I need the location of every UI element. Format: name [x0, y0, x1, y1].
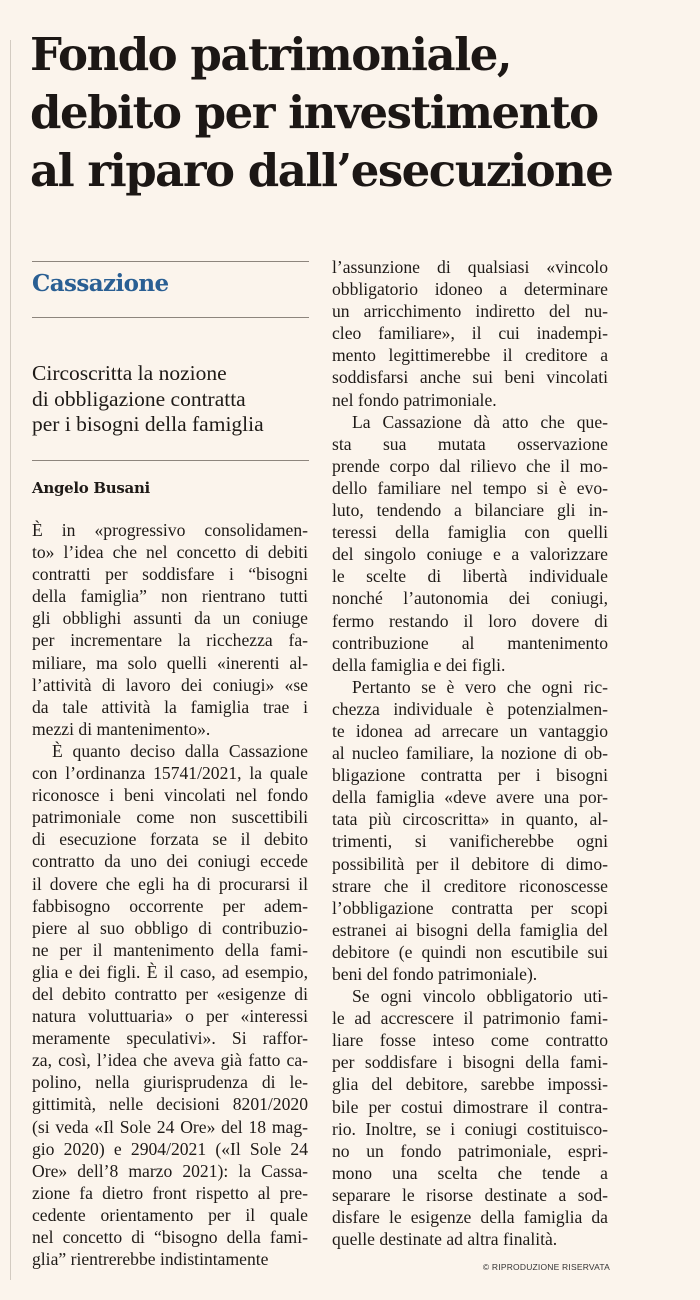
headline-line: debito per investimento: [30, 86, 598, 139]
subtitle-line: per i bisogni della famiglia: [32, 412, 264, 436]
body-line: dello familiare nel tempo si è evo-: [332, 477, 608, 498]
body-line: contratti per soddisfare i “bisogni: [32, 564, 308, 585]
body-line: obbligatorio idoneo a determinare: [332, 279, 608, 300]
body-line: gli obblighi assunti da un coniuge: [32, 608, 308, 629]
body-line: mezzi di mantenimento».: [32, 718, 211, 739]
body-line: (si veda «Il Sole 24 Ore» del 18 mag-: [32, 1116, 308, 1137]
body-line: luto, tendendo a bilanciare gli in-: [332, 500, 608, 521]
body-line: le scelte di libertà individuale: [332, 566, 608, 587]
body-line: contratto da uno dei coniugi eccede: [32, 851, 308, 872]
body-line: della famiglia e dei figli.: [332, 654, 506, 675]
body-line: cleo familiare», il cui inadempi-: [332, 323, 608, 344]
body-line: possibilità per il debitore di dimo-: [332, 853, 608, 874]
body-line: da tale attività la famiglia trae i: [32, 696, 308, 717]
kicker-top-rule: [32, 261, 309, 262]
body-line: La Cassazione dà atto che que-: [352, 411, 608, 432]
body-line: l’assunzione di qualsiasi «vincolo: [332, 257, 608, 277]
body-line: polino, nella giurisprudenza di le-: [32, 1072, 308, 1093]
body-line: patrimoniale come non suscettibili: [32, 807, 308, 828]
subtitle: [32, 361, 312, 438]
headline-line: al riparo dall’esecuzione: [30, 144, 613, 197]
body-line: gio 2020) e 2904/2021 («Il Sole 24: [32, 1138, 308, 1159]
body-line: sta sua mutata osservazione: [332, 433, 608, 454]
body-line: te idonea ad arrecare un vantaggio: [332, 720, 608, 741]
body-column-right: [332, 256, 608, 1250]
body-line: della famiglia «deve avere una por-: [332, 787, 608, 808]
body-line: rio. Inoltre, se i coniugi costituisco-: [332, 1118, 608, 1139]
copyright-notice: © RIPRODUZIONE RISERVATA: [482, 1262, 610, 1272]
body-line: zione fa dietro front rispetto al pre-: [32, 1182, 308, 1203]
body-line: un arricchimento indiretto del nu-: [332, 301, 608, 322]
body-line: natura voluttuaria» o per «interessi: [32, 1006, 308, 1027]
body-line: chezza individuale è potenzialmen-: [332, 698, 608, 719]
body-line: prende corpo dal rilievo che il mo-: [332, 455, 608, 476]
margin-rule: [10, 40, 11, 1280]
body-line: estranei ai bisogni della famiglia del: [332, 919, 608, 940]
body-line: glia” rientrerebbe indistintamente: [32, 1249, 269, 1270]
body-line: liare fosse inteso come contratto: [332, 1030, 608, 1051]
body-line: fabbisogno occorrente per adem-: [32, 895, 308, 916]
body-line: Se ogni vincolo obbligatorio uti-: [352, 986, 608, 1007]
body-line: teressi della famiglia con quelli: [332, 522, 608, 543]
body-line: del debito contratto per «esigenze di: [32, 983, 308, 1004]
headline-line: Fondo patrimoniale,: [30, 28, 512, 81]
body-line: nel concetto di “bisogno della fami-: [32, 1227, 308, 1247]
subtitle-line: Circoscritta la nozione: [32, 361, 227, 385]
body-line: ne per il mantenimento della fami-: [32, 939, 308, 960]
body-line: della famiglia” non rientrano tutti: [32, 586, 308, 607]
body-line: contribuzione al mantenimento: [332, 632, 608, 653]
body-line: di esecuzione forzata se il debito: [32, 829, 308, 850]
body-line: gittimità, nelle decisioni 8201/2020: [32, 1094, 308, 1115]
body-line: l’attività di lavoro dei coniugi» «se: [32, 674, 308, 695]
body-line: meramente speculativi». Si raffor-: [32, 1028, 308, 1049]
body-line: soddisfarsi anche sui beni vincolati: [332, 367, 608, 388]
body-line: il dovere che egli ha di procurarsi il: [32, 873, 308, 894]
body-line: glia del debitore, sarebbe impossi-: [332, 1074, 608, 1095]
body-line: l’obbligazione contratta per scopi: [332, 897, 608, 918]
body-line: no un fondo patrimoniale, espri-: [332, 1140, 608, 1161]
body-line: to» l’idea che nel concetto di debiti: [32, 542, 308, 563]
body-line: mono una scelta che tende a: [332, 1162, 608, 1183]
body-line: beni del fondo patrimoniale).: [332, 964, 538, 984]
body-line: bile per costui dimostrare il contra-: [332, 1096, 608, 1117]
body-line: separare le risorse destinate a sod-: [332, 1184, 608, 1205]
body-line: È quanto deciso dalla Cassazione: [52, 740, 308, 761]
body-line: con l’ordinanza 15741/2021, la quale: [32, 763, 308, 784]
byline: Angelo Busani: [32, 479, 150, 497]
body-line: debitore (e quindi non escutibile sui: [332, 941, 608, 962]
body-line: tata più circoscritta» in quanto, al-: [332, 809, 608, 830]
body-line: strare che il creditore riconoscesse: [332, 875, 608, 896]
body-line: È in «progressivo consolidamen-: [32, 520, 308, 540]
body-line: per soddisfare i bisogni della fami-: [332, 1052, 608, 1073]
body-line: bligazione contratta per i bisogni: [332, 765, 608, 786]
subtitle-line: di obbligazione contratta: [32, 386, 246, 411]
body-line: Ore» dell’8 marzo 2021): la Cassa-: [32, 1160, 308, 1181]
body-line: le ad accrescere il patrimonio fami-: [332, 1008, 608, 1029]
section-kicker: Cassazione: [32, 270, 169, 297]
body-line: mento legittimerebbe il creditore a: [332, 345, 608, 366]
body-line: per incrementare la ricchezza fa-: [32, 630, 308, 651]
body-line: quelle destinate ad altra finalità.: [332, 1229, 558, 1250]
body-line: trimenti, si vanificherebbe ogni: [332, 831, 608, 852]
body-line: miliare, ma solo quelli «inerenti al-: [32, 652, 308, 673]
body-line: fermo restando il loro dovere di: [332, 610, 608, 631]
body-line: za, così, l’idea che aveva già fatto ca-: [32, 1050, 308, 1071]
body-line: cedente orientamento per il quale: [32, 1204, 308, 1225]
body-line: riconosce i beni vincolati nel fondo: [32, 785, 308, 806]
body-line: Pertanto se è vero che ogni ric-: [352, 676, 608, 697]
body-line: nonché l’autonomia dei coniugi,: [332, 588, 608, 609]
body-line: piere al suo obbligo di contribuzio-: [32, 917, 308, 938]
body-line: nel fondo patrimoniale.: [332, 389, 497, 410]
body-line: glia e dei figli. È il caso, ad esempio,: [32, 961, 308, 982]
byline-rule: [32, 460, 309, 461]
kicker-bottom-rule: [32, 317, 309, 318]
body-line: disfare le esigenze della famiglia da: [332, 1207, 608, 1228]
body-column-left: [32, 519, 308, 1270]
body-line: del singolo coniuge e a valorizzare: [332, 544, 608, 565]
body-line: al nucleo familiare, la nozione di ob-: [332, 743, 608, 764]
headline: [30, 26, 690, 200]
